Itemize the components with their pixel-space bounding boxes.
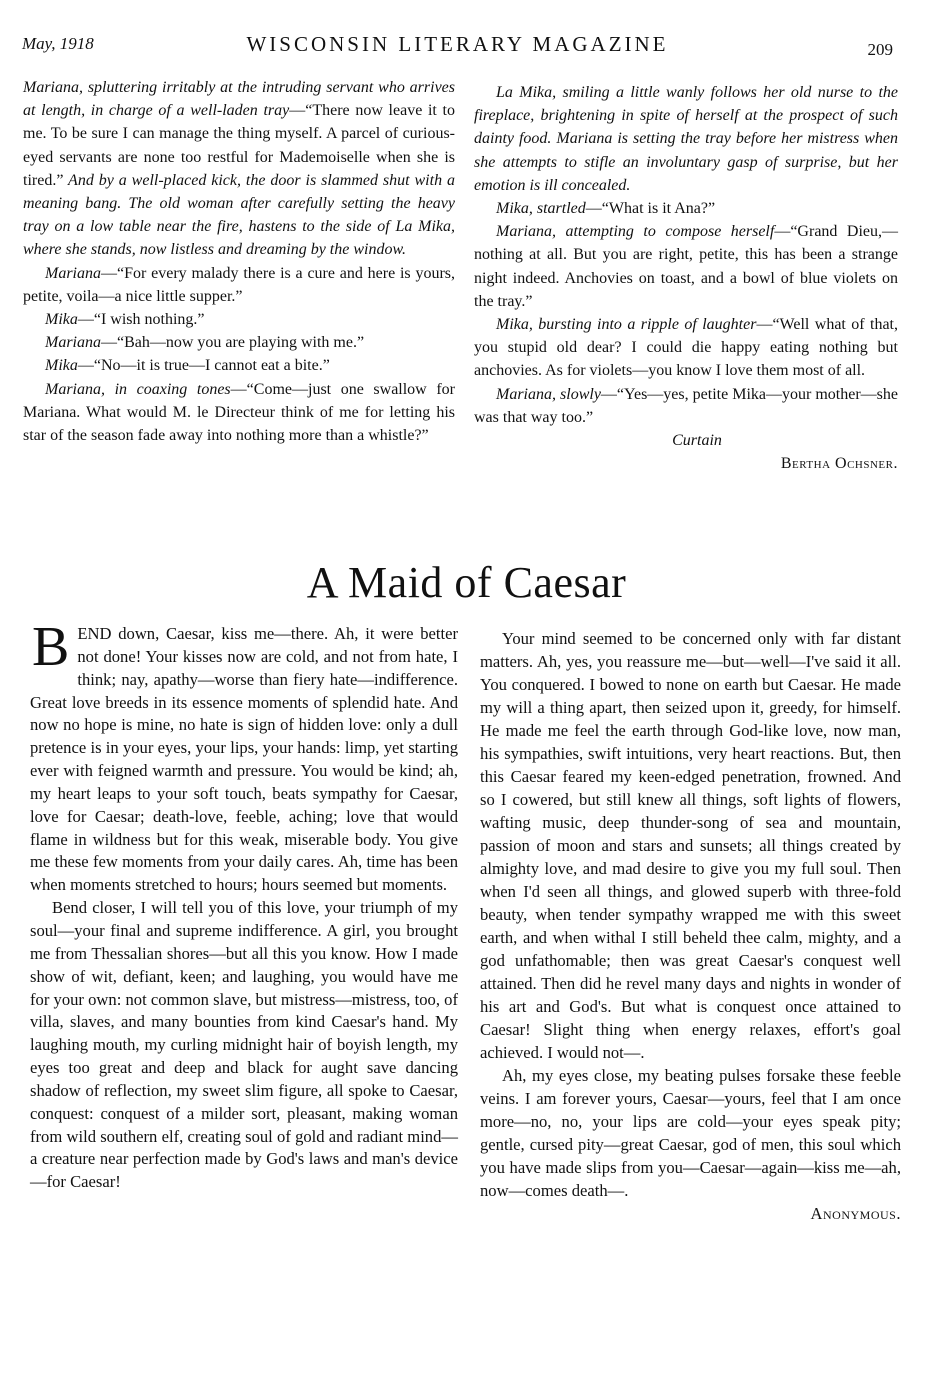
story-right-column bbox=[480, 627, 901, 1225]
story-paragraph: Your mind seemed to be concerned only with far distant matters. Ah, yes, you reassure me—but—well—I've said it all. You conquered. I bowed to none on earth but Caesar. He made my will a thing apart, then seized upon it, greedy, for himself. He made me feel the earth through God-like love, now man, his sympathies, swift intuitions, very heart reactions. But, then this Caesar feared my keen-edged penetration, frowned. And so I cowered, but still knew all things, soft lights of flowers, wafting music, deep thunder-song of sea and mountain, passion of moon and stars and sunsets; all things created by almighty love, and mad desire to give you my full soul. Then when I'd seen all things, and glowed superb with three-fold beauty, when tender sympathy wrapped me with this sweet earth, and when withal I still beheld thee calm, mighty, and a god unfathomable; then was great Caesar's conquest well attained. Then did he revel many days and nights in wonder of his art and God's. But what is conquest once attained to Caesar! Slight thing when energy relaxes, effort's goal achieved. I would not—. bbox=[480, 629, 901, 1062]
play-paragraph: Mariana—“For every malady there is a cure and here is yours, petite, voila—a nice little supper.” bbox=[23, 264, 455, 305]
story-paragraph: Ah, my eyes close, my beating pulses forsake these feeble veins. I am forever yours, Caesar—yours, feel that I am once more—no, no, your lips are cold—your eyes speak pity; gentle, cursed pity—great Caesar, god of men, this soul which you have made slips from you—Caesar—again—kiss me—ah, now—comes death—. bbox=[480, 1066, 901, 1200]
play-paragraph: Mika, bursting into a ripple of laughter—“Well what of that, you stupid old dear? I could die happy eating nothing but anchovies. As for violets—you know I love them most of all. bbox=[474, 316, 898, 380]
magazine-title: WISCONSIN LITERARY MAGAZINE bbox=[246, 32, 669, 56]
story-author: Anonymous. bbox=[810, 1204, 901, 1223]
play-author: Bertha Ochsner. bbox=[780, 455, 898, 473]
play-paragraph: Mariana, spluttering irritably at the intruding servant who arrives at length, in charge of a well-laden tray—“There now leave it to me. To be sure I can manage the thing myself. A parcel of curious-eyed servants are none too restful for Mademoiselle when she is tired.” And by a well-placed kick, the door is slammed shut with a meaning bang. The old woman after carefully setting the heavy tray on a low table near the fire, hastens to the side of La Mika, where she stands, now listless and dreaming by the window. bbox=[23, 79, 455, 259]
play-paragraph: Mika—“I wish nothing.” bbox=[45, 311, 205, 329]
story-title: A Maid of Caesar bbox=[306, 558, 627, 607]
play-right-column bbox=[474, 81, 898, 475]
story-paragraph: BEND down, Caesar, kiss me—there. Ah, it were better not done! Your kisses now are cold, and not from hate, I think; nay, apathy—worse than fiery hate—indifference. Great love breeds in its essence moments of splendid hate. And now no hope is mine, no hate is sign of hidden love: only a dull pretence is in your eyes, your lips, your hands: limp, yet starting ever with feigned warmth and pressure. You would be kind; ah, my heart leaps to your soft touch, beats sympathy for Caesar, love for Caesar; death-love, feeble, aching; love that would flame in wildness but for this weak, miserable body. You give me these few moments from your daily cares. Ah, time has been when moments stretched to hours; hours seemed but moments. bbox=[30, 616, 458, 895]
play-left-column bbox=[23, 76, 455, 447]
play-paragraph: Mariana, slowly—“Yes—yes, petite Mika—your mother—she was that way too.” bbox=[474, 385, 899, 426]
story-paragraph: Bend closer, I will tell you of this love, your triumph of my soul—your final and supreme indifference. A girl, you brought me from Thessalian shores—but all this you know. How I made show of wit, defiant, keen; and laughing, you would have me for your own: not common slave, but mistress—mistress, too, of villa, slaves, and many bounties from kind Caesar's hand. My laughing mouth, my curling midnight hair of boyish length, my eyes too great and deep and black for aught save dancing shadow of reflection, my sweet slim figure, all spoke to Caesar, conquest: conquest of a milder sort, pleasant, making woman from wild southern elf, creating soul of gold and radiant mind—a creature near perfection made by God's laws and man's device—for Caesar! bbox=[30, 898, 458, 1192]
play-paragraph: La Mika, smiling a little wanly follows her old nurse to the fireplace, brightening in spite of herself at the prospect of such dainty food. Mariana is setting the tray before her mistress when she attempts to stifle an involuntary gasp of surprise, but her emotion is ill concealed. bbox=[474, 84, 898, 194]
running-header bbox=[22, 30, 893, 60]
play-paragraph: Mariana, in coaxing tones—“Come—just one swallow for Mariana. What would M. le Directeur think of me for letting his star of the season fade away into nothing more than a whistle?” bbox=[23, 380, 455, 445]
issue-date: May, 1918 bbox=[22, 34, 94, 53]
play-paragraph: Mariana, attempting to compose herself—“Grand Dieu,—nothing at all. But you are right, petite, this has been a strange night indeed. Anchovies on toast, and a bowl of blue violets on the tray.” bbox=[474, 223, 898, 310]
play-paragraph: Mika, startled—“What is it Ana?” bbox=[496, 200, 716, 218]
play-paragraph: Mariana—“Bah—now you are playing with me.” bbox=[45, 334, 365, 352]
curtain-line: Curtain bbox=[672, 432, 722, 450]
story-left-column bbox=[30, 616, 458, 1194]
play-paragraph: Mika—“No—it is true—I cannot eat a bite.” bbox=[45, 357, 330, 375]
drop-cap: B bbox=[32, 616, 70, 678]
page-number: 209 bbox=[867, 40, 893, 59]
